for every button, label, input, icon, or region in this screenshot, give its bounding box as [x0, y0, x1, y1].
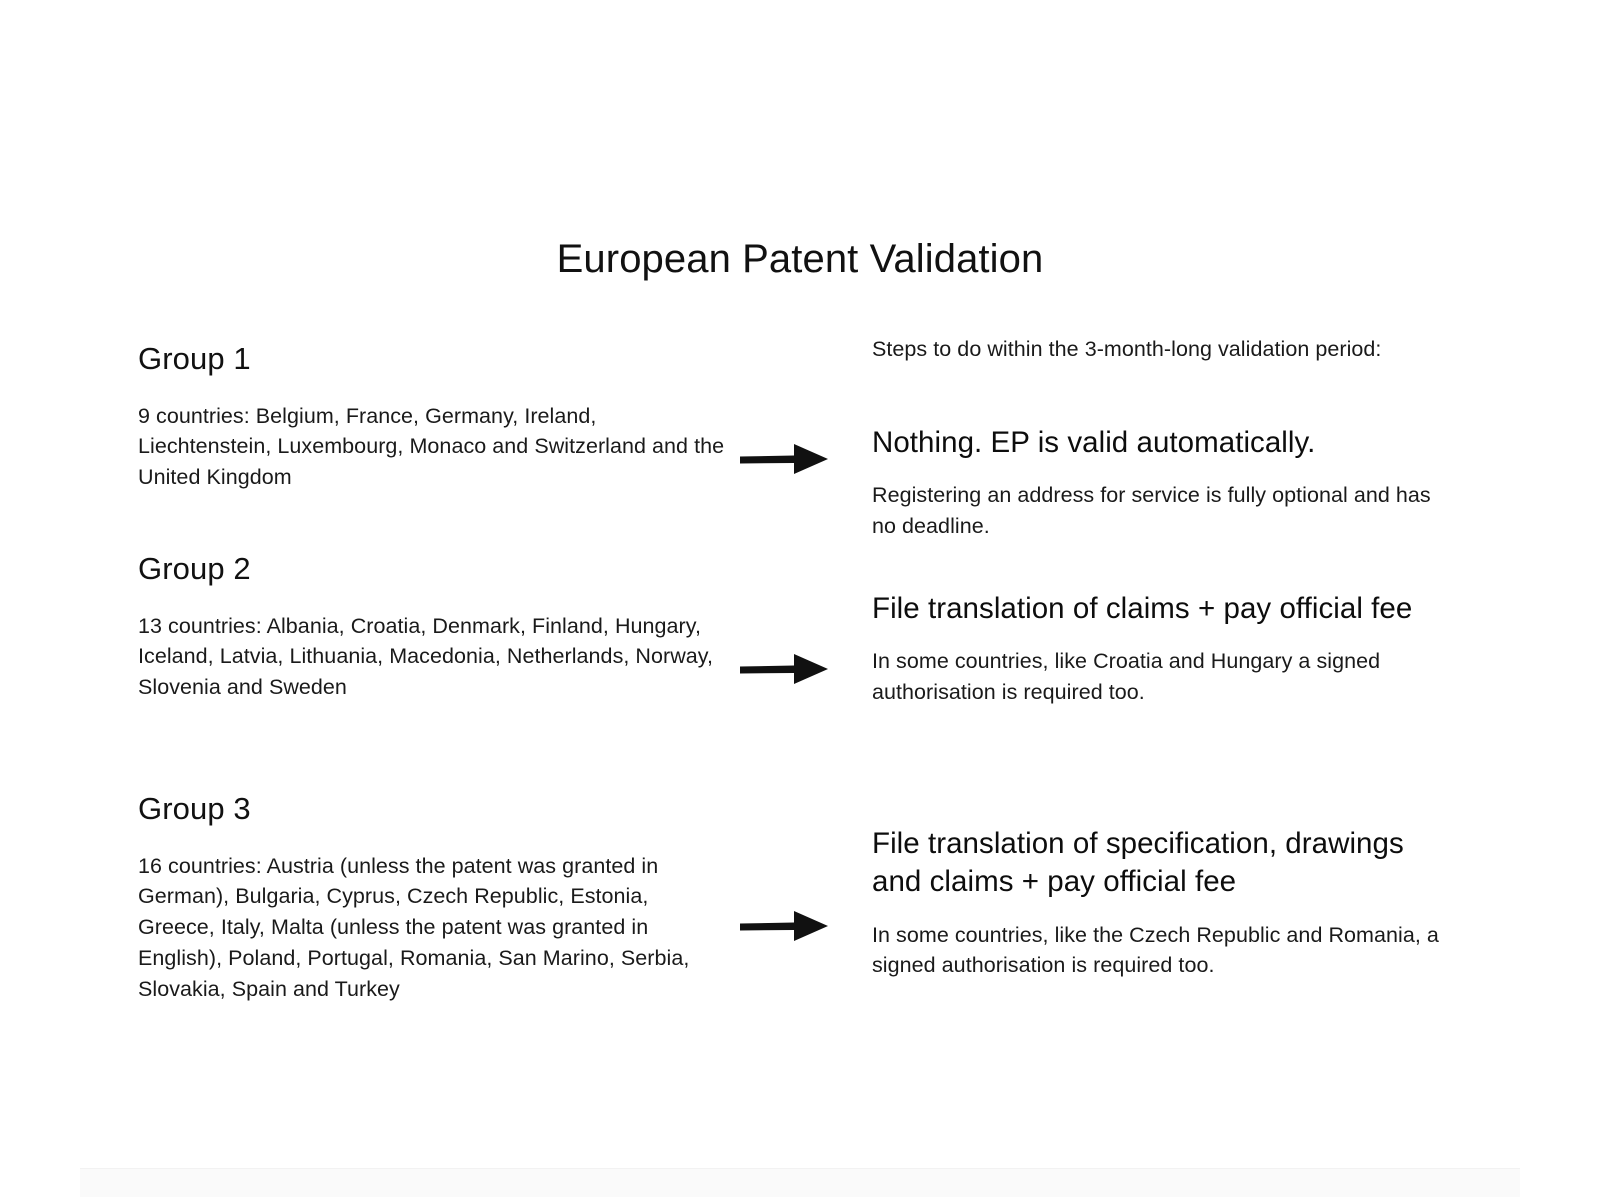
page-title: European Patent Validation	[556, 236, 1044, 281]
group-heading-3: Group 3	[138, 791, 251, 826]
action-note-1: Registering an address for service is fully optional and has no deadline.	[872, 483, 1431, 539]
right-arrow-icon	[738, 646, 830, 692]
right-arrow-icon	[738, 436, 830, 482]
group-countries-2: 13 countries: Albania, Croatia, Denmark, Finland, Hungary, Iceland, Latvia, Lithuania, Macedonia, Netherlands, Norway, Slovenia and Sweden	[138, 613, 714, 700]
slide-bottom-edge	[80, 1168, 1520, 1197]
action-block-3	[872, 825, 1444, 981]
group-block-1	[138, 340, 728, 493]
group-heading-1: Group 1	[138, 341, 251, 376]
steps-intro-text: Steps to do within the 3-month-long validation period:	[872, 336, 1382, 361]
action-heading-2: File translation of claims + pay official fee	[872, 592, 1413, 625]
action-heading-3: File translation of specification, drawings and claims + pay official fee	[872, 827, 1404, 899]
action-note-2: In some countries, like Croatia and Hungary a signed authorisation is required too.	[872, 649, 1381, 705]
action-heading-1: Nothing. EP is valid automatically.	[872, 426, 1316, 459]
group-countries-1: 9 countries: Belgium, France, Germany, Ireland, Liechtenstein, Luxembourg, Monaco and Switzerland and the United Kingdom	[138, 403, 725, 490]
group-heading-2: Group 2	[138, 551, 251, 586]
action-block-1	[872, 424, 1444, 542]
group-countries-3: 16 countries: Austria (unless the patent was granted in German), Bulgaria, Cyprus, Czech Republic, Estonia, Greece, Italy, Malta (unless the patent was granted in English), Poland, Portugal, Romania, San Marino, Serbia, Slovakia, Spain and Turkey	[138, 853, 690, 1001]
right-arrow-icon	[738, 903, 830, 949]
group-block-2	[138, 550, 728, 703]
action-block-2	[872, 590, 1444, 708]
group-block-3	[138, 790, 728, 1004]
action-note-3: In some countries, like the Czech Republic and Romania, a signed authorisation is required too.	[872, 922, 1439, 978]
